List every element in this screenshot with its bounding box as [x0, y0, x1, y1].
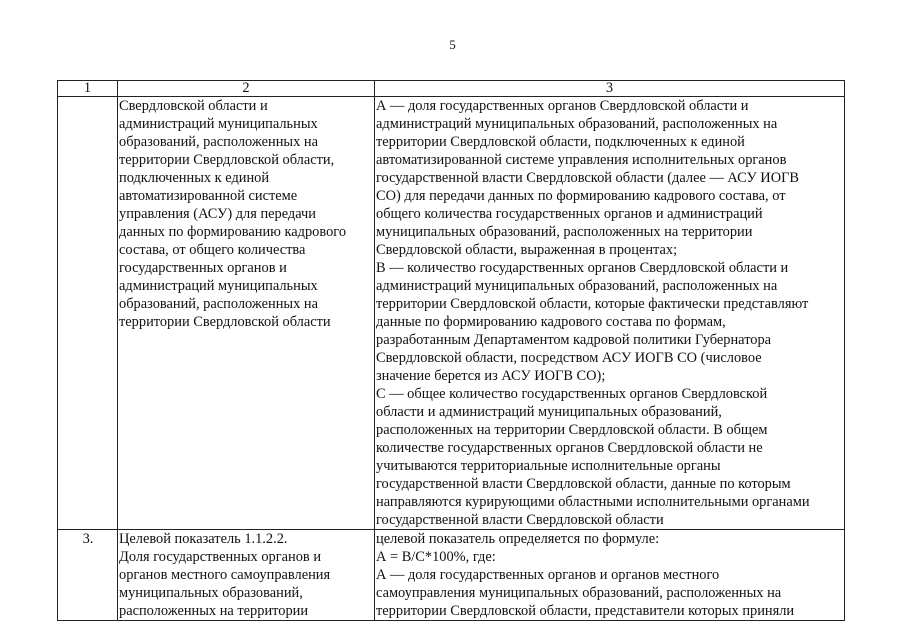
row-number — [58, 97, 118, 530]
text-line: СО) для передачи данных по формированию кадрового состава, от — [376, 188, 786, 204]
text-line: Целевой показатель 1.1.2.2. — [119, 531, 288, 547]
text-line: администраций муниципальных — [119, 116, 318, 132]
text-line: А = В/С*100%, где: — [376, 549, 496, 565]
indicator-name-cell — [118, 97, 375, 530]
header-cell-1: 1 — [58, 81, 118, 97]
text-line: Свердловской области и — [119, 98, 268, 114]
text-line: значение берется из АСУ ИОГВ СО); — [376, 368, 606, 384]
text-line: администраций муниципальных — [119, 278, 318, 294]
header-cell-3: 3 — [375, 81, 845, 97]
text-line: подключенных к единой — [119, 170, 270, 186]
indicator-name-cell — [118, 530, 375, 621]
text-line: разработанным Департаментом кадровой политики Губернатора — [376, 332, 772, 348]
text-line: учитываются территориальные исполнительные органы — [376, 458, 721, 474]
text-line: состава, от общего количества — [119, 242, 306, 258]
text-line: территории Свердловской области, подключенных к единой — [376, 134, 745, 150]
text-line: государственной власти Свердловской области — [376, 512, 664, 528]
text-line: муниципальных образований, расположенных на территории — [376, 224, 753, 240]
text-line: Доля государственных органов и — [119, 549, 322, 565]
text-line: А — доля государственных органов и органов местного — [376, 567, 720, 583]
text-line: образований, расположенных на — [119, 296, 318, 312]
text-line: В — количество государственных органов Свердловской области и — [376, 260, 789, 276]
table-row — [58, 530, 845, 621]
indicator-table — [57, 80, 845, 621]
header-cell-2: 2 — [118, 81, 375, 97]
text-line: данных по формированию кадрового — [119, 224, 347, 240]
text-line: расположенных на территории Свердловской области. В общем — [376, 422, 768, 438]
indicator-formula-cell — [375, 530, 845, 621]
text-line: государственных органов и — [119, 260, 287, 276]
text-line: самоуправления муниципальных образований, расположенных на — [376, 585, 782, 601]
text-line: территории Свердловской области — [119, 314, 331, 330]
text-line: территории Свердловской области, представители которых приняли — [376, 603, 795, 619]
text-line: государственной власти Свердловской области, данные по которым — [376, 476, 791, 492]
text-line: данные по формированию кадрового состава по формам, — [376, 314, 726, 330]
text-line: администраций муниципальных образований, расположенных на — [376, 116, 778, 132]
text-line: области и администраций муниципальных образований, — [376, 404, 722, 420]
text-line: территории Свердловской области, — [119, 152, 335, 168]
text-line: направляются курирующими областными исполнительными органами — [376, 494, 810, 510]
text-line: Свердловской области, выраженная в процентах; — [376, 242, 678, 258]
text-line: администраций муниципальных образований, расположенных на — [376, 278, 778, 294]
page-number: 5 — [449, 37, 456, 52]
text-line: А — доля государственных органов Свердловской области и — [376, 98, 749, 114]
text-line: территории Свердловской области, которые фактически представляют — [376, 296, 809, 312]
row-number: 3. — [58, 530, 118, 621]
table-header-row — [58, 81, 845, 97]
text-line: количестве государственных органов Свердловской области не — [376, 440, 763, 456]
text-line: целевой показатель определяется по формуле: — [376, 531, 660, 547]
indicator-formula-cell — [375, 97, 845, 530]
text-line: Свердловской области, посредством АСУ ИОГВ СО (числовое — [376, 350, 762, 366]
text-line: муниципальных образований, — [119, 585, 303, 601]
text-line: образований, расположенных на — [119, 134, 318, 150]
text-line: расположенных на территории — [119, 603, 309, 619]
text-line: управления (АСУ) для передачи — [119, 206, 316, 222]
text-line: С — общее количество государственных органов Свердловской — [376, 386, 768, 402]
text-line: автоматизированной системе — [119, 188, 298, 204]
text-line: автоматизированной системе управления исполнительных органов — [376, 152, 787, 168]
text-line: государственной власти Свердловской области (далее — АСУ ИОГВ — [376, 170, 800, 186]
text-line: органов местного самоуправления — [119, 567, 331, 583]
table-row — [58, 97, 845, 530]
text-line: общего количества государственных органов и администраций — [376, 206, 763, 222]
